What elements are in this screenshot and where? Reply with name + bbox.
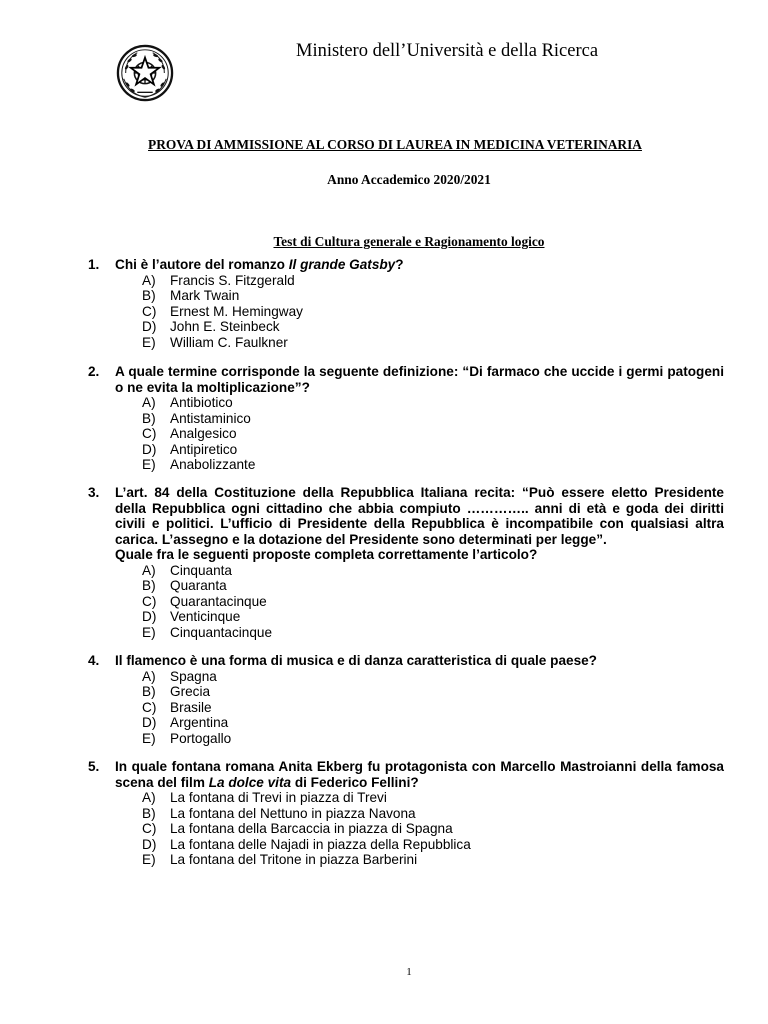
option-text: La fontana del Nettuno in piazza Navona — [170, 805, 416, 821]
answer-option — [142, 790, 724, 806]
question-number: 1. — [88, 257, 100, 272]
answer-option — [142, 669, 724, 685]
option-text: Quarantacinque — [170, 593, 267, 609]
option-letter: C) — [142, 593, 157, 609]
answer-option — [142, 319, 724, 335]
option-letter: E) — [142, 730, 156, 746]
option-letter: E) — [142, 624, 156, 640]
option-letter: C) — [142, 303, 157, 319]
option-letter: B) — [142, 410, 156, 426]
answer-option — [142, 837, 724, 853]
answer-option — [142, 625, 724, 641]
answer-option — [142, 731, 724, 747]
answer-option — [142, 563, 724, 579]
question-text: L’art. 84 della Costituzione della Repubblica Italiana recita: “Può essere eletto Presidente della Repubblica ogni cittadino che abbia compiuto ………….. anni di età e goda dei diritti civili e politici. L’ufficio di Presidente della Repubblica è incompatibile con qualsiasi altra carica. L’assegno e la dotazione del Presidente sono determinati per legge”. — [115, 485, 724, 547]
question-1 — [88, 257, 724, 350]
question-text: Chi è l’autore del romanzo Il grande Gatsby? — [115, 257, 404, 272]
question-number: 4. — [88, 653, 100, 668]
option-text: Grecia — [170, 684, 211, 699]
answer-option — [142, 304, 724, 320]
answer-option — [142, 684, 724, 700]
option-letter: E) — [142, 852, 156, 867]
ministry-name: Ministero dell’Università e della Ricerca — [296, 41, 599, 61]
answer-options — [142, 669, 724, 747]
option-text: Francis S. Fitzgerald — [170, 272, 295, 288]
option-text: Cinquantacinque — [170, 624, 273, 640]
option-text: John E. Steinbeck — [170, 319, 280, 334]
option-text: Anabolizzante — [170, 457, 256, 472]
option-letter: A) — [142, 668, 156, 684]
exam-title: PROVA DI AMMISSIONE AL CORSO DI LAUREA IN MEDICINA VETERINARIA — [148, 137, 642, 152]
option-text: La fontana delle Najadi in piazza della Repubblica — [170, 836, 471, 852]
question-text: A quale termine corrisponde la seguente definizione: “Di farmaco che uccide i germi patogeni o ne evita la moltiplicazione”? — [115, 364, 724, 395]
answer-option — [142, 594, 724, 610]
option-text: Analgesico — [170, 426, 237, 441]
answer-option — [142, 609, 724, 625]
option-text: Cinquanta — [170, 562, 232, 578]
option-text: Spagna — [170, 668, 217, 684]
option-letter: A) — [142, 395, 156, 410]
question-3 — [88, 485, 724, 640]
answer-option — [142, 852, 724, 868]
question-text: Il flamenco è una forma di musica e di danza caratteristica di quale paese? — [115, 653, 597, 668]
question-4 — [88, 653, 724, 746]
option-letter: B) — [142, 805, 156, 821]
option-letter: C) — [142, 699, 157, 715]
italian-republic-emblem-icon — [116, 44, 174, 102]
option-text: La fontana della Barcaccia in piazza di Spagna — [170, 821, 453, 836]
answer-option — [142, 335, 724, 351]
option-text: William C. Faulkner — [170, 334, 288, 350]
book-title: Il grande Gatsby — [288, 257, 396, 272]
answer-option — [142, 715, 724, 731]
question-5 — [88, 759, 724, 868]
option-letter: E) — [142, 457, 156, 472]
question-2 — [88, 364, 724, 473]
question-prompt: Quale fra le seguenti proposte completa correttamente l’articolo? — [115, 547, 538, 562]
answer-options — [142, 790, 724, 868]
option-text: Venticinque — [170, 609, 241, 624]
option-text: Quaranta — [170, 578, 227, 593]
option-letter: A) — [142, 272, 156, 288]
option-letter: C) — [142, 426, 157, 441]
option-letter: A) — [142, 790, 156, 805]
question-number: 5. — [88, 759, 100, 774]
answer-option — [142, 273, 724, 289]
answer-option — [142, 411, 724, 427]
answer-option — [142, 442, 724, 458]
answer-option — [142, 395, 724, 411]
answer-options — [142, 563, 724, 641]
option-letter: B) — [142, 578, 156, 593]
option-letter: B) — [142, 684, 156, 699]
option-text: Mark Twain — [170, 288, 240, 303]
option-letter: D) — [142, 715, 157, 730]
option-text: Antistaminico — [170, 410, 251, 426]
answer-option — [142, 578, 724, 594]
option-text: Ernest M. Hemingway — [170, 303, 303, 319]
option-letter: E) — [142, 334, 156, 350]
option-letter: C) — [142, 821, 157, 836]
option-text: La fontana del Tritone in piazza Barberini — [170, 852, 418, 867]
answer-option — [142, 806, 724, 822]
academic-year: Anno Accademico 2020/2021 — [327, 172, 491, 187]
answer-option — [142, 821, 724, 837]
option-text: La fontana di Trevi in piazza di Trevi — [170, 790, 387, 805]
answer-option — [142, 700, 724, 716]
answer-option — [142, 457, 724, 473]
option-text: Portogallo — [170, 730, 232, 746]
answer-option — [142, 426, 724, 442]
option-text: Argentina — [170, 715, 229, 730]
page-number: 1 — [406, 966, 412, 978]
option-letter: D) — [142, 836, 157, 852]
question-text: In quale fontana romana Anita Ekberg fu protagonista con Marcello Mastroianni della famosa scena del film La dolce vita di Federico Fellini? — [115, 759, 724, 790]
option-text: Antibiotico — [170, 395, 233, 410]
question-number: 3. — [88, 485, 100, 500]
section-title: Test di Cultura generale e Ragionamento logico — [273, 234, 545, 249]
option-letter: A) — [142, 562, 156, 578]
option-letter: D) — [142, 441, 157, 457]
option-text: Antipiretico — [170, 441, 238, 457]
option-letter: B) — [142, 288, 156, 303]
film-title: La dolce vita — [208, 774, 292, 790]
answer-option — [142, 288, 724, 304]
answer-options — [142, 395, 724, 473]
option-text: Brasile — [170, 699, 212, 715]
answer-options — [142, 273, 724, 351]
option-letter: D) — [142, 609, 157, 624]
question-number: 2. — [88, 364, 100, 379]
option-letter: D) — [142, 319, 157, 334]
